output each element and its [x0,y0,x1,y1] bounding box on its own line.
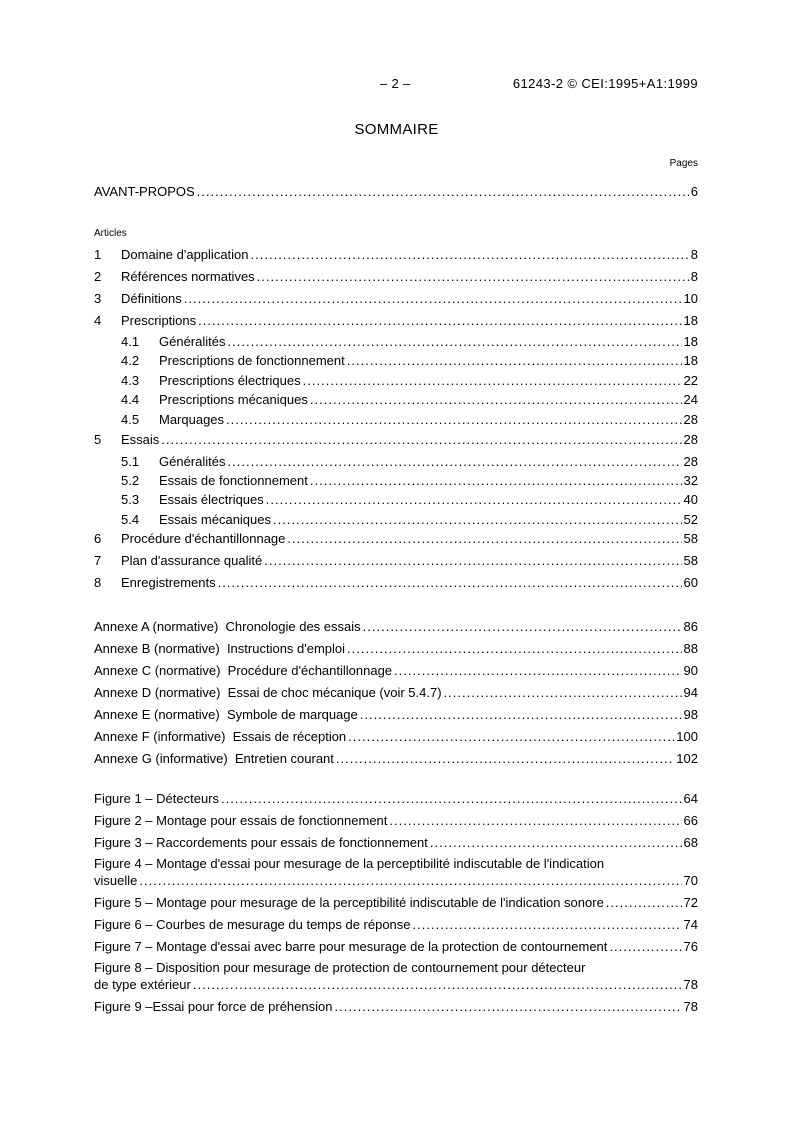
toc-entry-page: 18 [683,313,698,328]
leader-dots [161,431,681,449]
toc-entry-page: 10 [683,291,698,306]
toc-entry-figure[interactable] [94,976,698,994]
toc-entry-number: 6 [94,531,102,546]
toc-entry-number: 3 [94,291,102,306]
leader-dots [609,938,681,956]
toc-entry-page: 100 [676,729,698,744]
toc-entry-annex[interactable] [94,706,698,724]
toc-entry-page: 86 [683,619,698,634]
toc-entry-page: 6 [690,184,698,199]
toc-entry-subarticle[interactable] [121,391,698,409]
leader-dots [363,618,682,636]
toc-entry-label: Essais de fonctionnement [159,473,308,488]
toc-entry-subarticle[interactable] [121,372,698,390]
page-title: SOMMAIRE [354,121,439,138]
leader-dots [218,574,682,592]
leader-dots [360,706,682,724]
toc-entry-page: 8 [690,269,698,284]
articles-section-label: Articles [94,228,127,239]
leader-dots [198,312,681,330]
toc-entry-page: 52 [683,512,698,527]
page-number: – 2 – [380,76,411,91]
toc-entry-label: Généralités [159,454,226,469]
toc-entry-figure-line1[interactable]: Figure 8 – Disposition pour mesurage de protection de contournement pour détecteur [94,960,586,975]
leader-dots [347,640,681,658]
toc-entry-page: 78 [683,977,698,992]
toc-entry-number: 4.1 [121,334,140,349]
toc-entry-label: Annexe G (informative) Entretien courant [94,751,334,766]
toc-entry-label: visuelle [94,873,138,888]
toc-entry-subarticle[interactable] [121,352,698,370]
toc-entry-label: Figure 5 – Montage pour mesurage de la perceptibilité indiscutable de l'indication sonore [94,895,604,910]
toc-entry-annex[interactable] [94,662,698,680]
leader-dots [347,352,682,370]
toc-entry-label: Annexe D (normative) Essai de choc mécanique (voir 5.4.7) [94,685,442,700]
toc-entry-page: 78 [683,999,698,1014]
toc-entry-label: Définitions [121,291,182,306]
toc-entry-figure[interactable] [94,894,698,912]
toc-entry-figure[interactable] [94,834,698,852]
toc-entry-label: Figure 7 – Montage d'essai avec barre pour mesurage de la protection de contournement [94,939,608,954]
toc-entry-label: Annexe C (normative) Procédure d'échantillonnage [94,663,393,678]
toc-entry-label: Figure 1 – Détecteurs [94,791,220,806]
leader-dots [221,790,682,808]
toc-entry-number: 1 [94,247,102,262]
toc-entry-number: 4 [94,313,102,328]
leader-dots [227,333,681,351]
toc-entry-number: 5.1 [121,454,140,469]
toc-entry-label: Prescriptions de fonctionnement [159,353,345,368]
toc-entry-article[interactable] [94,530,698,548]
leader-dots [251,246,689,264]
toc-entry-article[interactable] [94,574,698,592]
leader-dots [257,268,689,286]
leader-dots [389,812,681,830]
toc-entry-figure[interactable] [94,998,698,1016]
toc-entry-label: Domaine d'application [121,247,249,262]
toc-entry-annex[interactable] [94,684,698,702]
toc-entry-label: Essais électriques [159,492,264,507]
toc-entry-number: 2 [94,269,102,284]
toc-entry-annex[interactable] [94,750,698,768]
toc-entry-page: 68 [683,835,698,850]
toc-entry-subarticle[interactable] [121,472,698,490]
toc-entry-label: Annexe E (normative) Symbole de marquage [94,707,358,722]
toc-entry-page: 98 [683,707,698,722]
leader-dots [139,872,681,890]
toc-entry-number: 7 [94,553,102,568]
toc-entry-article[interactable] [94,268,698,286]
leader-dots [334,998,681,1016]
leader-dots [606,894,682,912]
toc-entry-page: 74 [683,917,698,932]
toc-entry-page: 28 [683,412,698,427]
toc-entry-page: 90 [683,663,698,678]
leader-dots [226,411,681,429]
toc-entry-label: Figure 2 – Montage pour essais de fonctionnement [94,813,388,828]
toc-entry-figure-line1[interactable]: Figure 4 – Montage d'essai pour mesurage de la perceptibilité indiscutable de l'indication [94,856,605,871]
toc-entry-label: Figure 6 – Courbes de mesurage du temps de réponse [94,917,411,932]
toc-entry-label: Essais [121,432,160,447]
leader-dots [310,391,682,409]
toc-entry-article[interactable] [94,552,698,570]
toc-entry-number: 4.4 [121,392,140,407]
toc-entry-article[interactable] [94,290,698,308]
leader-dots [264,552,681,570]
toc-entry-subarticle[interactable] [121,333,698,351]
toc-entry-number: 8 [94,575,102,590]
toc-entry-page: 22 [683,373,698,388]
leader-dots [184,290,682,308]
toc-entry-number: 5.4 [121,512,140,527]
toc-entry-page: 94 [683,685,698,700]
toc-entry-label: Prescriptions [121,313,197,328]
toc-entry-page: 58 [683,531,698,546]
toc-entry-page: 64 [683,791,698,806]
toc-entry-number: 4.2 [121,353,140,368]
toc-entry-label: Références normatives [121,269,255,284]
toc-entry-avant-propos[interactable] [94,183,698,201]
toc-entry-article[interactable] [94,431,698,449]
leader-dots [430,834,682,852]
toc-entry-label: Enregistrements [121,575,216,590]
toc-entry-page: 88 [683,641,698,656]
toc-entry-page: 58 [683,553,698,568]
toc-entry-article[interactable] [94,312,698,330]
leader-dots [287,530,681,548]
leader-dots [348,728,674,746]
toc-entry-label: Prescriptions électriques [159,373,301,388]
toc-entry-label: Marquages [159,412,225,427]
toc-entry-page: 40 [683,492,698,507]
leader-dots [197,183,689,201]
toc-entry-figure[interactable] [94,938,698,956]
toc-entry-label: Figure 3 – Raccordements pour essais de fonctionnement [94,835,428,850]
toc-entry-label: Annexe F (informative) Essais de réception [94,729,347,744]
leader-dots [227,453,681,471]
toc-entry-figure[interactable] [94,916,698,934]
toc-entry-page: 24 [683,392,698,407]
toc-entry-page: 72 [683,895,698,910]
leader-dots [273,511,682,529]
leader-dots [413,916,682,934]
leader-dots [193,976,682,994]
toc-entry-page: 76 [683,939,698,954]
toc-entry-article[interactable] [94,246,698,264]
toc-entry-page: 70 [683,873,698,888]
toc-entry-label: Prescriptions mécaniques [159,392,308,407]
toc-entry-annex[interactable] [94,618,698,636]
toc-entry-label: de type extérieur [94,977,191,992]
toc-entry-label: Procédure d'échantillonnage [121,531,286,546]
toc-entry-number: 4.5 [121,412,140,427]
toc-entry-annex[interactable] [94,640,698,658]
toc-entry-number: 5.2 [121,473,140,488]
toc-entry-annex[interactable] [94,728,698,746]
toc-entry-page: 18 [683,353,698,368]
toc-entry-page: 66 [683,813,698,828]
toc-entry-label: Généralités [159,334,226,349]
toc-entry-page: 18 [683,334,698,349]
toc-entry-label: Essais mécaniques [159,512,271,527]
toc-entry-label: Annexe B (normative) Instructions d'emploi [94,641,346,656]
leader-dots [266,491,682,509]
toc-entry-subarticle[interactable] [121,411,698,429]
toc-entry-page: 28 [683,454,698,469]
toc-entry-figure[interactable] [94,790,698,808]
toc-entry-label: Plan d'assurance qualité [121,553,263,568]
leader-dots [310,472,682,490]
toc-entry-subarticle[interactable] [121,453,698,471]
toc-entry-page: 102 [676,751,698,766]
leader-dots [303,372,682,390]
toc-entry-label: Figure 9 –Essai pour force de préhension [94,999,333,1014]
leader-dots [336,750,674,768]
toc-entry-number: 5.3 [121,492,140,507]
pages-column-label: Pages [669,158,698,169]
toc-entry-number: 5 [94,432,102,447]
toc-entry-figure[interactable] [94,872,698,890]
toc-entry-label: Annexe A (normative) Chronologie des essais [94,619,361,634]
standard-reference: 61243-2 © CEI:1995+A1:1999 [512,76,698,91]
toc-entry-number: 4.3 [121,373,140,388]
toc-entry-page: 32 [683,473,698,488]
toc-entry-subarticle[interactable] [121,491,698,509]
toc-entry-page: 28 [683,432,698,447]
leader-dots [394,662,681,680]
toc-entry-figure[interactable] [94,812,698,830]
toc-entry-page: 60 [683,575,698,590]
toc-entry-label: AVANT-PROPOS [94,184,195,199]
toc-entry-subarticle[interactable] [121,511,698,529]
toc-entry-page: 8 [690,247,698,262]
leader-dots [444,684,682,702]
